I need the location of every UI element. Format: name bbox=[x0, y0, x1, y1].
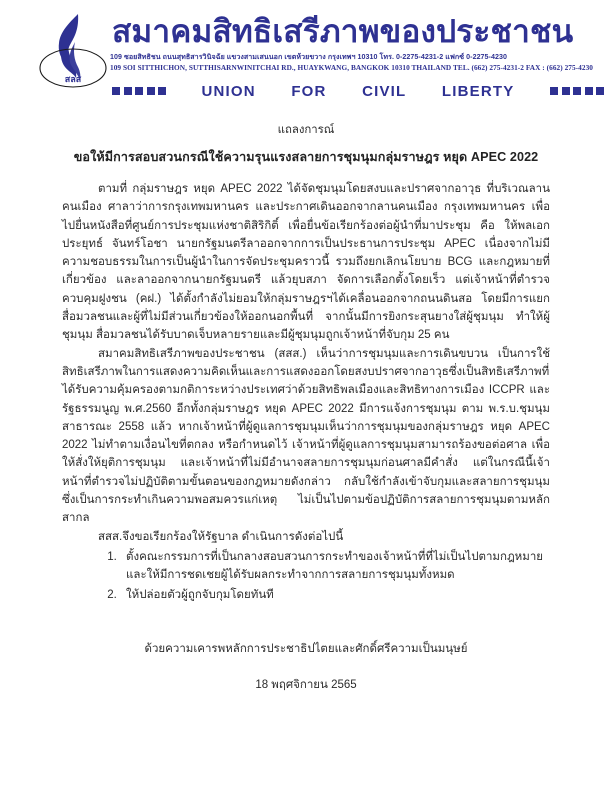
square-glyph bbox=[135, 87, 143, 95]
square-glyph bbox=[585, 87, 593, 95]
demands-intro: สสส.จึงขอเรียกร้องให้รัฐบาล ดำเนินการดังต่อไปนี้ bbox=[98, 530, 344, 543]
square-glyph bbox=[124, 87, 132, 95]
document-title: ขอให้มีการสอบสวนกรณีใช้ความรุนแรงสลายการชุมนุมกลุ่มราษฎร หยุด APEC 2022 bbox=[73, 150, 539, 164]
address-thai: 109 ซอยสิทธิชน ถนนสุทธิสารวินิจฉัย แขวงสามเสนนอก เขตห้วยขวาง กรุงเทพฯ 10310 โทร. 0-2275-4231-2 แฟกซ์ 0-2275-4230 bbox=[110, 53, 507, 61]
square-glyph bbox=[573, 87, 581, 95]
union-word-0: UNION bbox=[201, 82, 256, 100]
organization-logo bbox=[34, 12, 112, 92]
list-item: 2. ให้ปล่อยตัวผู้ถูกจับกุมโดยทันที bbox=[120, 586, 550, 604]
closing-statement: ด้วยความเคารพหลักการประชาธิปไตยและศักดิ์ศรีความเป็นมนุษย์ bbox=[144, 642, 468, 655]
document-date: 18 พฤศจิกายน 2565 bbox=[255, 678, 357, 691]
square-glyph bbox=[147, 87, 155, 95]
union-word-3: LIBERTY bbox=[441, 82, 515, 100]
square-ornament-right bbox=[550, 87, 604, 95]
list-item: 1. ตั้งคณะกรรมการที่เป็นกลางสอบสวนการกระทำของเจ้าหน้าที่ที่ไม่เป็นไปตามกฎหมายและให้มีการชดเชยผู้ได้รับผลกระทำจากการสลายการชุมนุมทั้งหมด bbox=[120, 548, 550, 585]
square-glyph bbox=[596, 87, 604, 95]
union-for-civil-liberty-bar bbox=[112, 82, 604, 100]
union-words bbox=[166, 83, 550, 100]
square-glyph bbox=[562, 87, 570, 95]
letterhead bbox=[0, 0, 612, 104]
address-english: 109 SOI SITTHICHON, SUTTHISARNWINITCHAI RD., HUAYKWANG, BANGKOK 10310 THAILAND TEL. (662) 275-4231-2 FAX : (662) 275-4230 bbox=[110, 63, 593, 72]
square-glyph bbox=[158, 87, 166, 95]
union-word-2: CIVIL bbox=[362, 82, 407, 100]
logo-caption: สลส bbox=[64, 74, 82, 84]
document-body bbox=[0, 104, 612, 694]
organization-name-th: สมาคมสิทธิเสรีภาพของประชาชน bbox=[112, 13, 574, 49]
square-ornament-left bbox=[112, 87, 166, 95]
body-paragraph-1: ตามที่ กลุ่มราษฎร หยุด APEC 2022 ได้จัดชุมนุมโดยสงบและปราศจากอาวุธ ที่บริเวณลานคนเมือง ศาลาว่าการกรุงเทพมหานคร และประกาศเดินออกจากลานคนเมือง กรุงเทพมหานคร เพื่อไปยื่นหนังสือที่ศูนย์การประชุมแห่งชาติสิริกิติ์ เพื่อยื่นข้อเรียกร้องต่อผู้นำที่มาประชุม คือ ให้พลเอกประยุทธ์ จันทร์โอชา นายกรัฐมนตรีลาออกจากการเป็นประธานการประชุม APEC เนื่องจากไม่มีความชอบธรรมในการเป็นผู้นำในการจัดประชุมคราวนี้ รวมถึงยกเลิกนโยบาย BCG และกฎหมายที่เกี่ยวข้อง และลาออกจากนายกรัฐมนตรี แล้วยุบสภา จัดการเลือกตั้งโดยเร็ว แต่เจ้าหน้าที่ตำรวจควบคุมฝูงชน (คฝ.) ได้ตั้งกำลังไม่ยอมให้กลุ่มราษฎรฯได้เคลื่อนออกจากถนนดินสอ โดยมีการแยกสื่อมวลชนและผู้ที่ไม่มีส่วนเกี่ยวข้องให้ออกนอกพื้นที่ จากนั้นมีการยิงกระสุนยางใส่ผู้ชุมนุม ทำให้ผู้ชุมนุม สื่อมวลชนได้รับบาดเจ็บหลายรายและมีผู้ชุมนุมถูกเจ้าหน้าที่จับกุม 25 คน bbox=[62, 183, 550, 342]
body-paragraph-2: สมาคมสิทธิเสรีภาพของประชาชน (สสส.) เห็นว่าการชุมนุมและการเดินขบวน เป็นการใช้สิทธิเสรีภาพในการแสดงความคิดเห็นและการแสดงออกโดยสงบปราศจากอาวุธซึ่งเป็นสิทธิเสรีภาพที่ได้รับความคุ้มครองตามกติการะหว่างประเทศว่าด้วยสิทธิพลเมืองและสิทธิทางการเมือง ICCPR และรัฐธรรมนูญ พ.ศ.2560 อีกทั้งกลุ่มราษฎร หยุด APEC 2022 มีการแจ้งการชุมนุม ตาม พ.ร.บ.ชุมนุมสาธารณะ 2558 แล้ว หากเจ้าหน้าที่ผู้ดูแลการชุมนุมเห็นว่าการชุมนุมของกลุ่มราษฎร หยุด APEC 2022 ไม่ทำตามเงื่อนไขที่ตกลง หรือกำหนดไว้ เจ้าหน้าที่ผู้ดูแลการชุมนุมสามารถร้องขอต่อศาล เพื่อให้สั่งให้ยุติการชุมนุม และเจ้าหน้าที่ไม่มีอำนาจสลายการชุมนุมก่อนศาลมีคำสั่ง แต่ในกรณีนี้เจ้าหน้าที่ตำรวจไม่ปฏิบัติตามขั้นตอนของกฎหมายดังกล่าว กลับใช้กำลังเข้าจับกุมและสลายการชุมนุม ซึ่งเป็นการกระทำเกินความพอสมควรแก่เหตุ ไม่เป็นไปตามข้อปฏิบัติการสลายการชุมนุมตามหลักสากล bbox=[62, 347, 550, 525]
union-word-1: FOR bbox=[291, 82, 327, 100]
statement-label: แถลงการณ์ bbox=[277, 124, 335, 136]
demands-list bbox=[62, 548, 550, 604]
flame-icon bbox=[59, 14, 81, 80]
square-glyph bbox=[550, 87, 558, 95]
square-glyph bbox=[112, 87, 120, 95]
